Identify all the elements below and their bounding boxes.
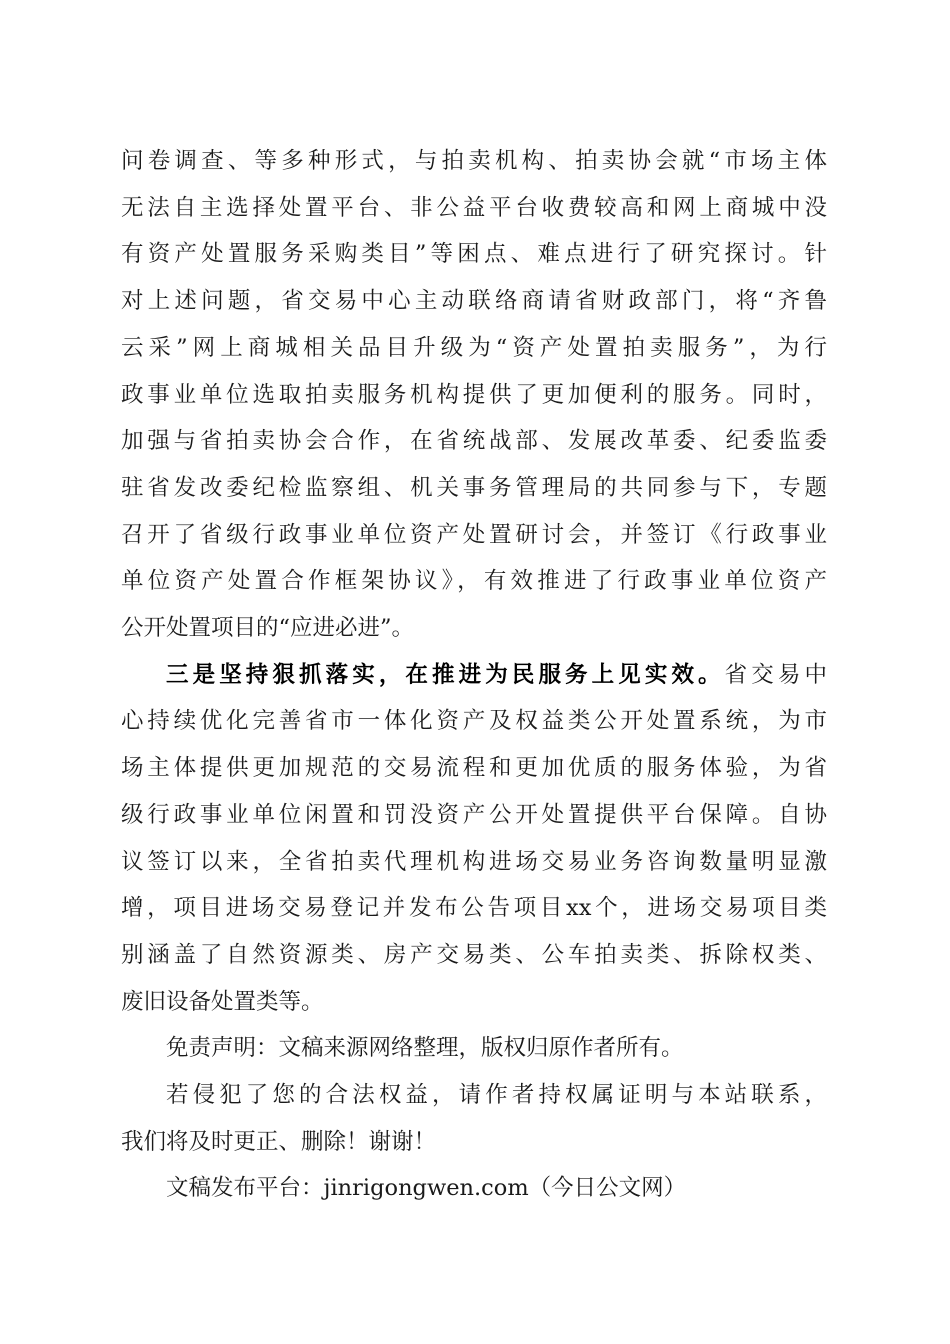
- paragraph-third-point: [121, 652, 827, 1026]
- text-line: 驻省发改委纪检监察组、机关事务管理局的共同参与下，专题: [121, 474, 827, 501]
- text-line: 有资产处置服务采购类目”等困点、难点进行了研究探讨。针: [121, 241, 827, 268]
- text-line: 废旧设备处置类等。: [121, 988, 324, 1015]
- publishing-platform-line: 文稿发布平台：jinrigongwen.com（今日公文网）: [166, 1175, 687, 1202]
- disclaimer-block: [121, 1025, 827, 1212]
- paragraph-continuation: [121, 138, 827, 652]
- text-line: 召开了省级行政事业单位资产处置研讨会，并签订《行政事业: [121, 521, 827, 548]
- text-line: 无法自主选择处置平台、非公益平台收费较高和网上商城中没: [121, 194, 827, 221]
- disclaimer-line: 若侵犯了您的合法权益，请作者持权属证明与本站联系，: [166, 1082, 827, 1109]
- lead-line-remainder: 省交易中: [724, 661, 827, 688]
- text-line: 政事业单位选取拍卖服务机构提供了更加便利的服务。同时，: [121, 381, 827, 408]
- text-line: 公开处置项目的“应进必进”。: [121, 615, 415, 642]
- text-line: 议签订以来，全省拍卖代理机构进场交易业务咨询数量明显激: [121, 848, 827, 875]
- text-line: 别涵盖了自然资源类、房产交易类、公车拍卖类、拆除权类、: [121, 941, 827, 968]
- disclaimer-line: 我们将及时更正、删除！谢谢！: [121, 1128, 437, 1155]
- document-body: [121, 138, 827, 1212]
- text-line: 单位资产处置合作框架协议》，有效推进了行政事业单位资产: [121, 568, 827, 595]
- text-line: 增，项目进场交易登记并发布公告项目xx个，进场交易项目类: [121, 895, 827, 922]
- text-line: 场主体提供更加规范的交易流程和更加优质的服务体验，为省: [121, 755, 827, 782]
- disclaimer-line: 免责声明：文稿来源网络整理，版权归原作者所有。: [166, 1035, 684, 1062]
- text-line: 级行政事业单位闲置和罚没资产公开处置提供平台保障。自协: [121, 801, 827, 828]
- text-line-first: [121, 652, 827, 699]
- text-line: 问卷调查、等多种形式，与拍卖机构、拍卖协会就“市场主体: [121, 148, 827, 174]
- text-line: 心持续优化完善省市一体化资产及权益类公开处置系统，为市: [121, 708, 827, 735]
- paragraph-lead-heading: 三是坚持狠抓落实，在推进为民服务上见实效。: [166, 661, 725, 688]
- text-line: 加强与省拍卖协会合作，在省统战部、发展改革委、纪委监委: [121, 428, 827, 455]
- text-line: 云采”网上商城相关品目升级为“资产处置拍卖服务”，为行: [121, 334, 827, 361]
- text-line: 对上述问题，省交易中心主动联络商请省财政部门，将“齐鲁: [121, 288, 827, 315]
